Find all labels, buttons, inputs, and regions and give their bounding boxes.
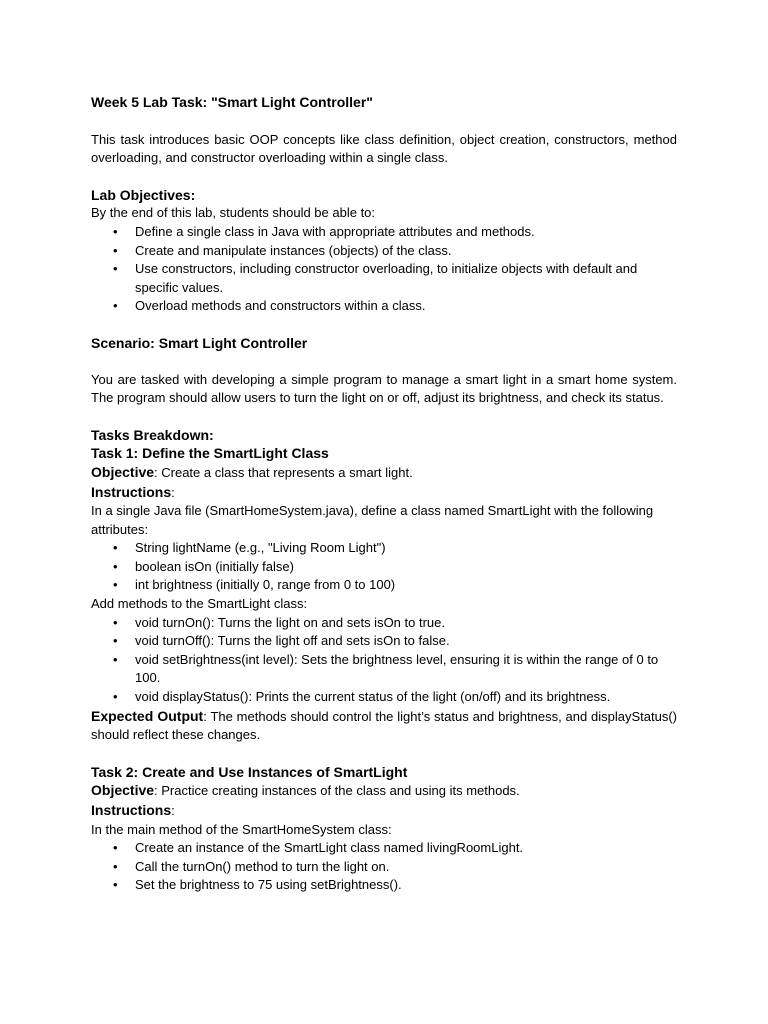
task1-attributes-lead: In a single Java file (SmartHomeSystem.java), define a class named SmartLight with the following attributes: bbox=[91, 503, 654, 537]
list-item: • Create an instance of the SmartLight class named livingRoomLight. bbox=[91, 839, 677, 858]
scenario-paragraph: You are tasked with developing a simple program to manage a smart light in a smart home system. The program should allow users to turn the light on or off, adjust its brightness, and check its status. bbox=[91, 371, 677, 406]
bullet-icon: • bbox=[113, 689, 118, 705]
list-item: • void turnOn(): Turns the light on and sets isOn to true. bbox=[91, 614, 677, 633]
page-title: Week 5 Lab Task: "Smart Light Controller" bbox=[91, 94, 373, 110]
task1-methods-lead: Add methods to the SmartLight class: bbox=[91, 596, 308, 612]
bullet-icon: • bbox=[113, 614, 118, 630]
task1-expected-output: Expected Output: The methods should control the light’s status and brightness, and displayStatus() should reflect these changes. bbox=[91, 707, 677, 743]
bullet-icon: • bbox=[113, 858, 118, 874]
bullet-icon: • bbox=[113, 540, 118, 556]
task2-objective: Objective: Practice creating instances of the class and using its methods. bbox=[91, 782, 520, 799]
bullet-icon: • bbox=[113, 223, 118, 239]
task1-objective: Objective: Create a class that represents a smart light. bbox=[91, 463, 413, 480]
bullet-icon: • bbox=[113, 877, 118, 893]
bullet-icon: • bbox=[113, 558, 118, 574]
list-item: • Call the turnOn() method to turn the light on. bbox=[91, 858, 677, 877]
scenario-heading: Scenario: Smart Light Controller bbox=[91, 334, 308, 351]
bullet-icon: • bbox=[113, 651, 118, 667]
tasks-breakdown-heading: Tasks Breakdown: bbox=[91, 426, 214, 443]
bullet-icon: • bbox=[113, 577, 118, 593]
task2-lead: In the main method of the SmartHomeSystem class: bbox=[91, 821, 392, 837]
list-item: • void setBrightness(int level): Sets the brightness level, ensuring it is within the range of 0 to 100. bbox=[113, 651, 659, 686]
list-item: • Use constructors, including constructor overloading, to initialize objects with default and specific values. bbox=[113, 261, 638, 295]
list-item: • Define a single class in Java with appropriate attributes and methods. bbox=[91, 223, 677, 242]
bullet-icon: • bbox=[113, 242, 118, 258]
task2-list bbox=[91, 839, 677, 895]
task1-instructions: Instructions: bbox=[91, 483, 175, 500]
bullet-icon: • bbox=[113, 840, 118, 856]
task2-instructions: Instructions: bbox=[91, 802, 175, 818]
list-item: • boolean isOn (initially false) bbox=[91, 558, 677, 577]
list-item: • String lightName (e.g., "Living Room Light") bbox=[91, 539, 677, 558]
list-item: • Overload methods and constructors within a class. bbox=[91, 297, 677, 316]
document-content bbox=[91, 93, 677, 895]
list-item: • Create and manipulate instances (objects) of the class. bbox=[91, 242, 677, 261]
task1-attributes-list bbox=[91, 539, 677, 595]
task2-heading: Task 2: Create and Use Instances of SmartLight bbox=[91, 763, 408, 780]
objectives-list bbox=[91, 223, 677, 316]
bullet-icon: • bbox=[113, 298, 118, 314]
list-item: • Set the brightness to 75 using setBrightness(). bbox=[91, 876, 677, 895]
list-item: • void displayStatus(): Prints the current status of the light (on/off) and its brightness. bbox=[91, 688, 677, 707]
objectives-heading: Lab Objectives: bbox=[91, 186, 196, 203]
list-item: • int brightness (initially 0, range from 0 to 100) bbox=[91, 576, 677, 595]
bullet-icon: • bbox=[113, 633, 118, 649]
task1-heading: Task 1: Define the SmartLight Class bbox=[91, 445, 329, 462]
list-item: • void turnOff(): Turns the light off and sets isOn to false. bbox=[91, 632, 677, 651]
task1-methods-list bbox=[91, 614, 677, 707]
objectives-lead: By the end of this lab, students should be able to: bbox=[91, 205, 376, 221]
intro-paragraph: This task introduces basic OOP concepts like class definition, object creation, constructors, method overloading, and constructor overloading within a single class. bbox=[91, 131, 677, 166]
bullet-icon: • bbox=[113, 261, 118, 277]
